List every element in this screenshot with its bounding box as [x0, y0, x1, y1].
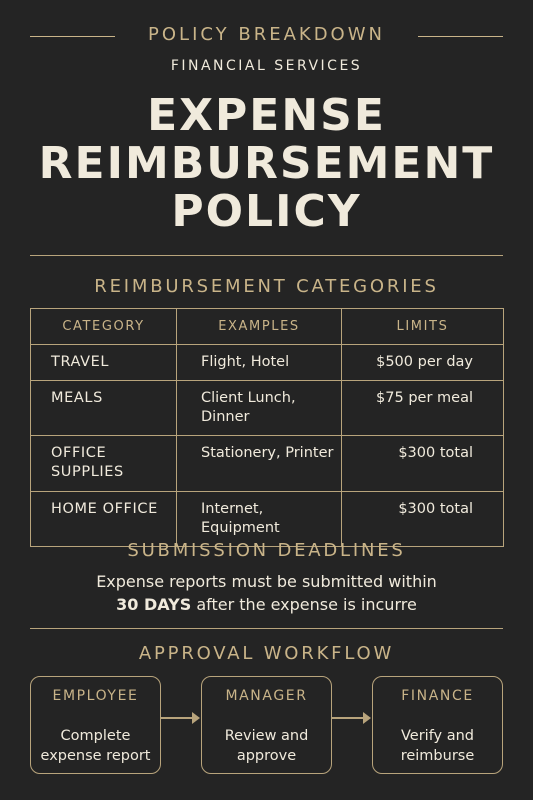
- limit-cell: $75 per meal: [342, 381, 504, 436]
- table-header-row: [31, 309, 504, 345]
- table-row: [31, 345, 504, 381]
- limit-cell: $500 per day: [342, 345, 504, 381]
- examples-cell: Flight, Hotel: [177, 345, 342, 381]
- category-cell: TRAVEL: [31, 345, 177, 381]
- column-header: CATEGORY: [31, 309, 177, 345]
- categories-table: [30, 308, 504, 547]
- deadline-rest: after the expense is incurre: [191, 595, 417, 614]
- step-desc-line: Complete: [60, 728, 131, 744]
- step-description: [373, 726, 502, 766]
- deadline-text: [0, 570, 533, 616]
- kicker-label: POLICY BREAKDOWN: [0, 24, 533, 45]
- workflow-arrow-line: [332, 717, 363, 719]
- step-description: [31, 726, 160, 766]
- limit-cell: $300 total: [342, 436, 504, 492]
- step-title: EMPLOYEE: [52, 688, 139, 704]
- step-title: MANAGER: [225, 688, 308, 704]
- arrow-right-icon: [192, 712, 200, 724]
- category-cell: [31, 436, 177, 492]
- step-description: [202, 726, 331, 766]
- section-divider: [30, 255, 503, 256]
- step-desc-line: approve: [236, 748, 297, 764]
- workflow-step-finance: [372, 676, 503, 774]
- examples-cell: [177, 381, 342, 436]
- section-divider: [30, 628, 503, 629]
- step-desc-line: expense report: [40, 748, 151, 764]
- page-title: [0, 92, 533, 236]
- deadline-line: Expense reports must be submitted within: [96, 572, 437, 591]
- page-subtitle: FINANCIAL SERVICES: [170, 58, 363, 74]
- table-row: [31, 492, 504, 547]
- step-desc-line: Review and: [224, 728, 309, 744]
- step-desc-line: reimburse: [400, 748, 475, 764]
- category-cell: HOME OFFICE: [31, 492, 177, 547]
- deadline-days: 30 DAYS: [116, 595, 192, 614]
- deadline-line: [0, 593, 533, 616]
- step-title: FINANCE: [401, 688, 474, 704]
- workflow-step-employee: [30, 676, 161, 774]
- examples-text: Client Lunch, Dinner: [201, 390, 296, 425]
- step-desc-line: Verify and: [400, 728, 475, 744]
- categories-heading: REIMBURSEMENT CATEGORIES: [94, 276, 439, 297]
- category-text: OFFICE SUPPLIES: [51, 445, 124, 480]
- workflow-arrow-line: [161, 717, 192, 719]
- category-cell: MEALS: [31, 381, 177, 436]
- page-title-line: EXPENSE: [147, 90, 386, 141]
- limit-cell: $300 total: [342, 492, 504, 547]
- page-title-line: REIMBURSEMENT: [38, 138, 495, 189]
- table-row: [31, 436, 504, 492]
- arrow-right-icon: [363, 712, 371, 724]
- workflow-step-manager: [201, 676, 332, 774]
- deadlines-heading: SUBMISSION DEADLINES: [127, 540, 406, 561]
- page-title-line: POLICY: [171, 186, 362, 237]
- workflow-heading: APPROVAL WORKFLOW: [138, 643, 395, 664]
- examples-cell: Stationery, Printer: [177, 436, 342, 492]
- column-header: LIMITS: [342, 309, 504, 345]
- examples-cell: Internet, Equipment: [177, 492, 342, 547]
- column-header: EXAMPLES: [177, 309, 342, 345]
- table-row: [31, 381, 504, 436]
